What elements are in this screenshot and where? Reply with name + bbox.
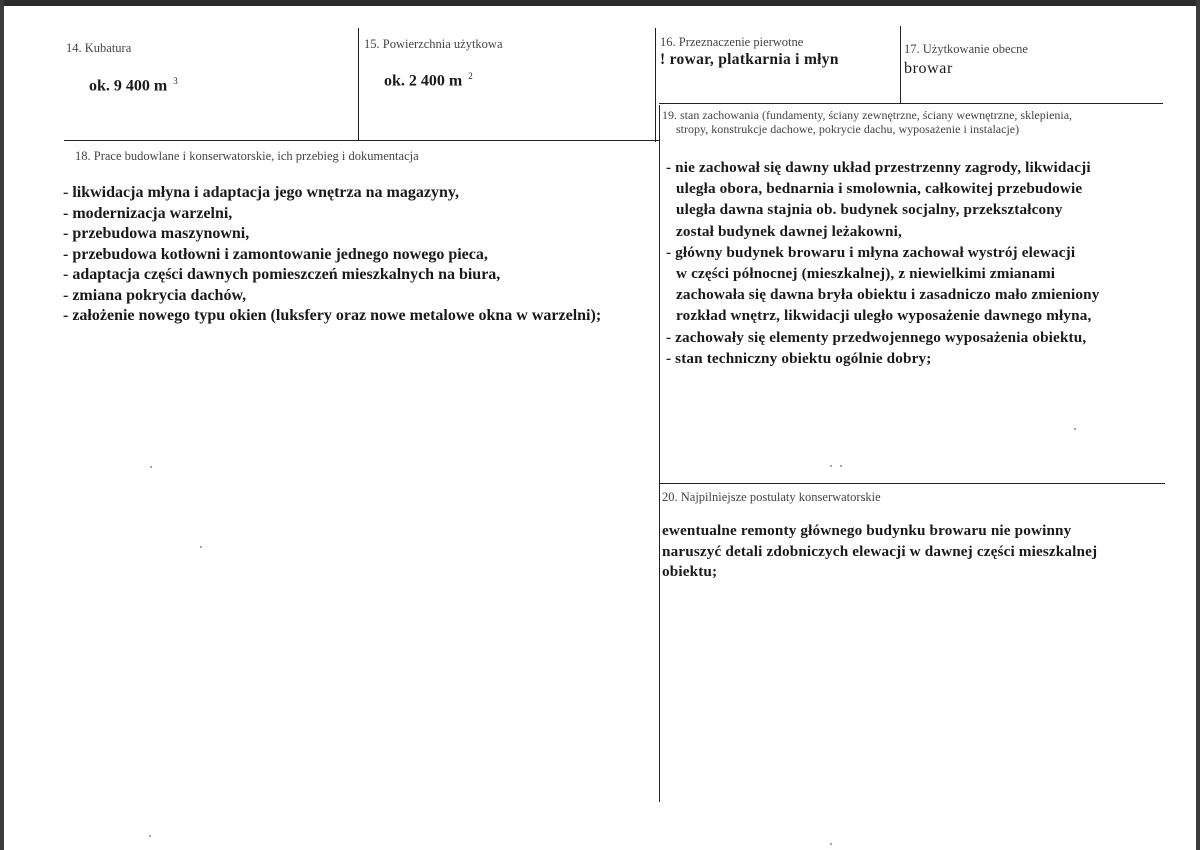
prace-line: - przebudowa kotłowni i zamontowanie jednego nowego pieca, bbox=[63, 245, 488, 263]
uzytkowanie-label: 17. Użytkowanie obecne bbox=[904, 42, 1028, 56]
powierzchnia-value bbox=[384, 71, 473, 90]
prace-line: - założenie nowego typu okien (luksfery oraz nowe metalowe okna w warzelni); bbox=[63, 307, 602, 324]
divider-15-16 bbox=[655, 28, 656, 142]
kubatura-value-text: ok. 9 400 m bbox=[89, 77, 168, 95]
prace-list bbox=[63, 183, 601, 327]
postulaty-label: 20. Najpilniejsze postulaty konserwatorskie bbox=[662, 490, 881, 504]
stan-line: - główny budynek browaru i młyna zachował wystrój elewacji bbox=[666, 243, 1076, 261]
prace-line: - adaptacja części dawnych pomieszczeń mieszkalnych na biura, bbox=[63, 266, 501, 283]
stan-line: - stan techniczny obiektu ogólnie dobry; bbox=[666, 349, 932, 367]
uzytkowanie-value: browar bbox=[904, 60, 953, 77]
scan-border-top bbox=[0, 0, 1200, 6]
prace-line: - likwidacja młyna i adaptacja jego wnętrza na magazyny, bbox=[63, 184, 459, 201]
stan-line: uległa dawna stajnia ob. budynek socjalny, przekształcony bbox=[676, 201, 1063, 219]
postulaty-text bbox=[662, 521, 1097, 583]
divider-row-top-left bbox=[64, 140, 660, 141]
scan-speck bbox=[1074, 428, 1076, 430]
divider-14-15 bbox=[358, 28, 359, 140]
przeznaczenie-label: 16. Przeznaczenie pierwotne bbox=[660, 35, 804, 49]
scan-speck bbox=[830, 843, 832, 845]
prace-line: - zmiana pokrycia dachów, bbox=[63, 286, 247, 304]
prace-line: - przebudowa maszynowni, bbox=[63, 225, 250, 242]
przeznaczenie-value: ! rowar, platkarnia i młyn bbox=[660, 51, 839, 68]
postulaty-line: naruszyć detali zdobniczych elewacji w dawnej części mieszkalnej bbox=[662, 542, 1098, 560]
powierzchnia-unit-exponent: 2 bbox=[468, 71, 473, 81]
kubatura-unit-exponent: 3 bbox=[173, 76, 178, 86]
scan-speck bbox=[149, 835, 151, 837]
scan-border-left bbox=[0, 0, 4, 850]
stan-list bbox=[666, 157, 1099, 369]
kubatura-label: 14. Kubatura bbox=[66, 41, 132, 55]
stan-line: rozkład wnętrz, likwidacji uległo wyposażenie dawnego młyna, bbox=[676, 307, 1092, 325]
divider-16-17 bbox=[900, 26, 901, 103]
stan-line: został budynek dawnej leżakowni, bbox=[676, 222, 902, 240]
kubatura-value bbox=[89, 76, 178, 95]
stan-label-line1: 19. stan zachowania (fundamenty, ściany zewnętrzne, ściany wewnętrzne, sklepienia, bbox=[662, 108, 1073, 122]
divider-row-top-right bbox=[659, 103, 1163, 104]
scan-border-right bbox=[1196, 0, 1200, 850]
postulaty-line: obiektu; bbox=[662, 563, 718, 580]
scan-speck bbox=[150, 466, 152, 468]
divider-19-20 bbox=[659, 483, 1165, 484]
scan-speck bbox=[840, 465, 842, 467]
scan-speck bbox=[200, 546, 202, 548]
stan-line: - zachowały się elementy przedwojennego wyposażenia obiektu, bbox=[666, 328, 1087, 346]
postulaty-line: ewentualne remonty głównego budynku browaru nie powinny bbox=[662, 522, 1072, 539]
stan-line: uległa obora, bednarnia i smolownia, całkowitej przebudowie bbox=[676, 180, 1083, 198]
stan-label-line2: stropy, konstrukcje dachowe, pokrycie dachu, wyposażenie i instalacje) bbox=[676, 122, 1020, 136]
prace-label: 18. Prace budowlane i konserwatorskie, ich przebieg i dokumentacja bbox=[75, 149, 419, 163]
stan-line: - nie zachował się dawny układ przestrzenny zagrody, likwidacji bbox=[666, 159, 1091, 176]
scan-speck bbox=[830, 465, 832, 467]
divider-main-column bbox=[659, 105, 660, 802]
prace-line: - modernizacja warzelni, bbox=[63, 204, 233, 222]
stan-line: w części północnej (mieszkalnej), z niewielkimi zmianami bbox=[676, 265, 1056, 283]
stan-line: zachowała się dawna bryła obiektu i zasadniczo mało zmieniony bbox=[676, 286, 1100, 304]
powierzchnia-value-text: ok. 2 400 m bbox=[384, 72, 463, 90]
powierzchnia-label: 15. Powierzchnia użytkowa bbox=[364, 37, 503, 51]
